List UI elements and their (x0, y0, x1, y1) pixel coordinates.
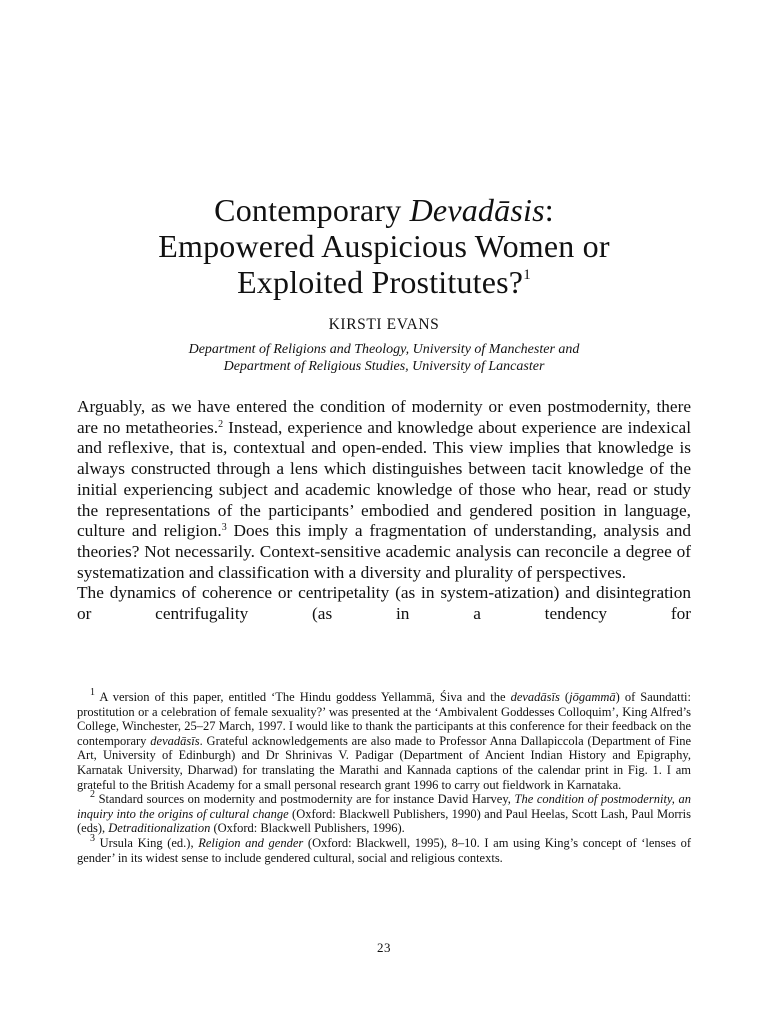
title-line-3: Exploited Prostitutes?$^1$ (237, 264, 531, 300)
footnote-3: $^3$ Ursula King (ed.), Religion and gender (Oxford: Blackwell, 1995), 8–10. I am using King’s concept of ‘lenses of gender’ in its widest sense to include gendered cultural, social and religious contexts. (77, 832, 691, 865)
affiliation-line: Department of Religious Studies, University of Lancaster (223, 359, 545, 374)
footnote-1: $^1$ A version of this paper, entitled ‘The Hindu goddess Yellammā, Śiva and the devadāsīs (jōgammā) of Saundatti: prostitution or a celebration of female sexuality?’ was presented at the ‘Ambivalent Goddesses Colloquim’, King Alfred’s College, Winchester, 25–27 March, 1997. I would like to thank the participants at this conference for their feedback on the contemporary devadāsīs. Grateful acknowledgements are also made to Professor Anna Dallapiccola (Department of Fine Art, University of Edinburgh) and Dr Shrinivas V. Padigar (Department of Ancient Indian History and Epigraphy, Karnatak University, Dharwad) for translating the Marathi and Kannada captions of the calendar print in Fig. 1. I am grateful to the British Academy for a small personal research grant 1996 to carry out fieldwork in Karnataka. (77, 687, 691, 792)
article-title (0, 192, 768, 300)
paragraph: The dynamics of coherence or centripetality (as in system-atization) and disintegration or centrifugality (as in a tendency for (77, 583, 691, 624)
paragraph: Arguably, as we have entered the condition of modernity or even postmodernity, there are no metatheories.$^2$ Instead, experience and knowledge about experience are indexical and reflexive, that is, contextual and open-ended. This view implies that knowledge is always constructed through a lens which distinguishes between tacit knowledge of the initial experiencing subject and academic knowledge of those who hear, read or study the representations of the participants’ embodied and gendered position in language, culture and religion.$^3$ Does this imply a fragmentation of understanding, analysis and theories? Not necessarily. Context-sensitive academic analysis can reconcile a degree of systematization and classification with a diversity and plurality of perspectives. (77, 397, 691, 582)
footnote-marker: 2 (218, 418, 224, 430)
affiliation-line: Department of Religions and Theology, University of Manchester and (188, 342, 580, 357)
footnote-marker: 1 (523, 267, 531, 283)
title-line-1: Contemporary Devadāsis: (214, 192, 554, 228)
author-affiliation (0, 341, 768, 375)
footnotes (77, 687, 691, 865)
author-name: KIRSTI EVANS (328, 316, 440, 333)
footnote-2: $^2$ Standard sources on modernity and postmodernity are for instance David Harvey, The condition of postmodernity, an inquiry into the origins of cultural change (Oxford: Blackwell Publishers, 1990) and Paul Heelas, Scott Lash, Paul Morris (eds), Detraditionalization (Oxford: Blackwell Publishers, 1996). (77, 789, 691, 836)
page-number: 23 (377, 940, 391, 955)
footnote-marker: 3 (221, 522, 227, 534)
body-text (77, 397, 691, 625)
title-line-2: Empowered Auspicious Women or (158, 228, 610, 264)
